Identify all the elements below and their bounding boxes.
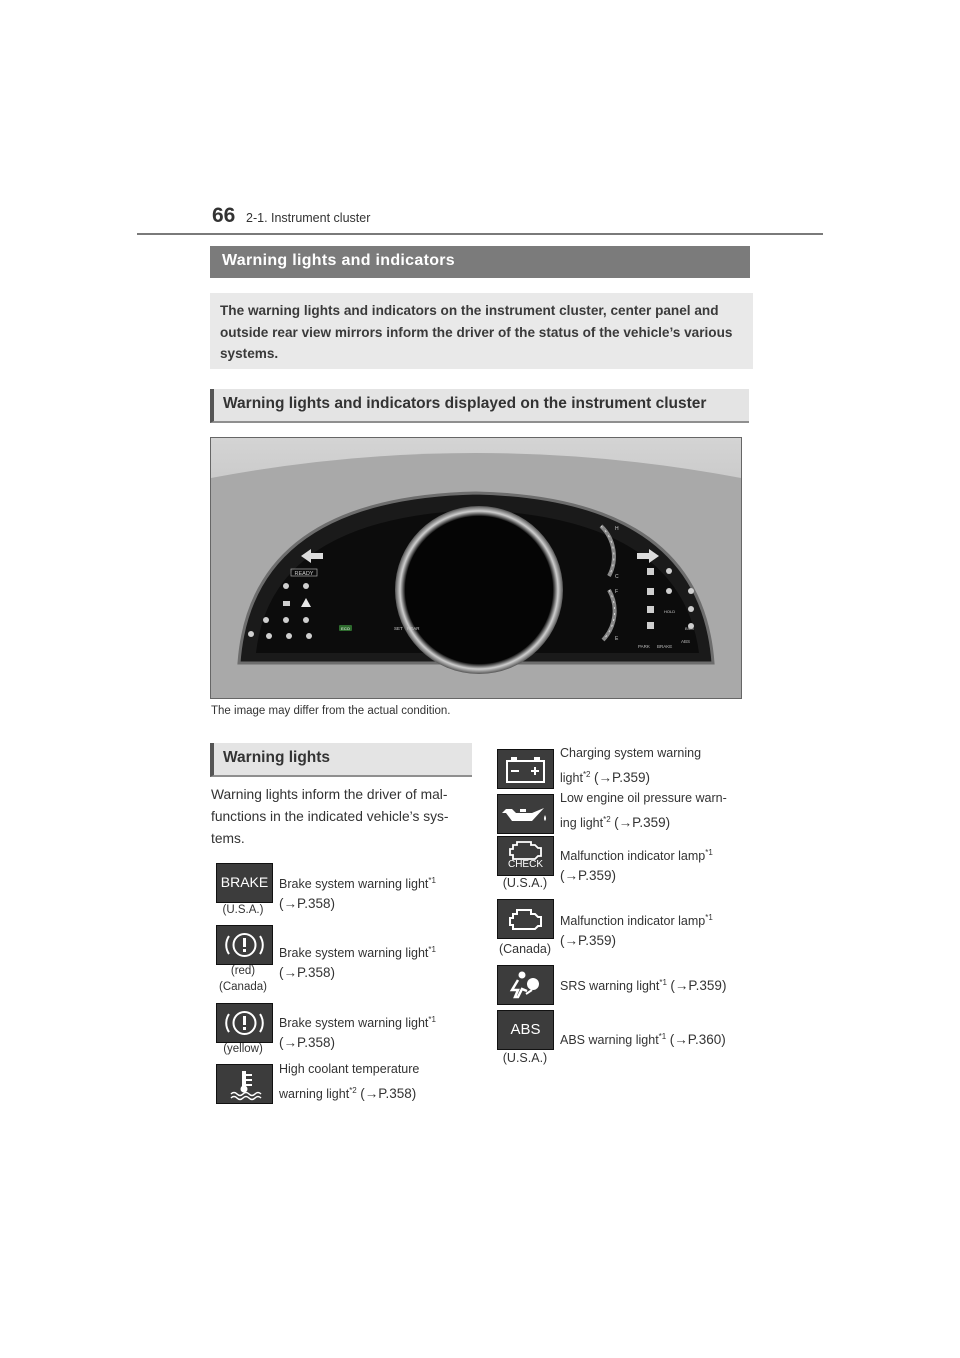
- item-description: ABS warning light$^{*1}$ (→P.360): [560, 1032, 726, 1048]
- page-number: 66: [212, 204, 236, 227]
- item-sub-label: (yellow): [223, 1043, 263, 1055]
- page-title: Warning lights and indicators: [222, 252, 456, 269]
- item-description: Charging system warning light$^{*2}$ (→P.359): [560, 746, 702, 786]
- gauge-f-label: F: [615, 589, 619, 595]
- cluster-brake-label: BRAKE: [657, 644, 673, 649]
- coolant-temperature-icon: [216, 1064, 273, 1104]
- gauge-e-label: E: [615, 636, 619, 642]
- section-header: 2-1. Instrument cluster: [246, 211, 371, 225]
- item-description: Malfunction indicator lamp$^{*1}$ (→P.359): [560, 913, 713, 949]
- instrument-cluster-image: [210, 437, 742, 699]
- oil-pressure-icon: [497, 794, 554, 834]
- check-engine-icon: CHECK: [497, 836, 554, 876]
- cluster-illustration: [211, 438, 741, 698]
- section-heading-cluster: [210, 389, 749, 423]
- brake-text-icon: BRAKE: [216, 863, 273, 903]
- brake-exclamation-icon: [216, 925, 273, 965]
- cluster-bsm-label: BSM: [685, 626, 694, 631]
- cluster-abs-label: ABS: [681, 639, 691, 644]
- title-bar: [210, 246, 750, 278]
- cluster-set-label: SET: [394, 626, 403, 631]
- cluster-park-label: PARK: [638, 644, 650, 649]
- item-sub-label: (U.S.A.): [502, 876, 548, 890]
- body-paragraph: Warning lights inform the driver of mal-functions in the indicated vehicle’s sys-tems.: [211, 787, 449, 846]
- item-sub-label: (U.S.A.): [222, 904, 264, 916]
- battery-icon: [497, 749, 554, 789]
- item-description: Low engine oil pressure warn- ing light$^{*2}$ (→P.359): [560, 791, 727, 831]
- item-description: Brake system warning light$^{*1}$ (→P.358): [279, 945, 436, 981]
- gauge-c-label: C: [615, 574, 619, 580]
- header-rule: [137, 233, 823, 235]
- srs-airbag-icon: [497, 965, 554, 1005]
- intro-box: [210, 293, 753, 369]
- engine-icon: [497, 899, 554, 939]
- gauge-h-label: H: [615, 526, 619, 532]
- item-sub-label: (Canada): [498, 942, 552, 956]
- abs-text-icon: ABS: [497, 1010, 554, 1050]
- item-description: SRS warning light$^{*1}$ (→P.359): [560, 978, 727, 994]
- item-description: High coolant temperature warning light$^{*2}$ (→P.358): [279, 1062, 420, 1102]
- item-description: Brake system warning light$^{*1}$ (→P.358): [279, 1015, 436, 1051]
- cluster-eco-label: ECO: [341, 626, 350, 631]
- section-heading-text: Warning lights: [223, 749, 331, 766]
- item-description: Malfunction indicator lamp$^{*1}$ (→P.359): [560, 848, 713, 884]
- section-heading-text: Warning lights and indicators displayed on the instrument cluster: [223, 395, 707, 412]
- item-sub-label: (red) (Canada): [219, 965, 267, 993]
- section-heading-warning-lights: [210, 743, 472, 777]
- intro-text: The warning lights and indicators on the instrument cluster, center panel and outside rear view mirrors inform the driver of the status of the vehicle’s various systems.: [220, 303, 733, 361]
- cluster-ready-label: READY: [294, 571, 314, 577]
- cluster-rear-label: REAR: [407, 626, 420, 631]
- brake-exclamation-icon: [216, 1003, 273, 1043]
- image-caption: The image may differ from the actual condition.: [211, 705, 451, 717]
- item-description: Brake system warning light$^{*1}$ (→P.358): [279, 876, 436, 912]
- item-sub-label: (U.S.A.): [502, 1051, 548, 1065]
- cluster-hold-label: HOLD: [664, 609, 676, 614]
